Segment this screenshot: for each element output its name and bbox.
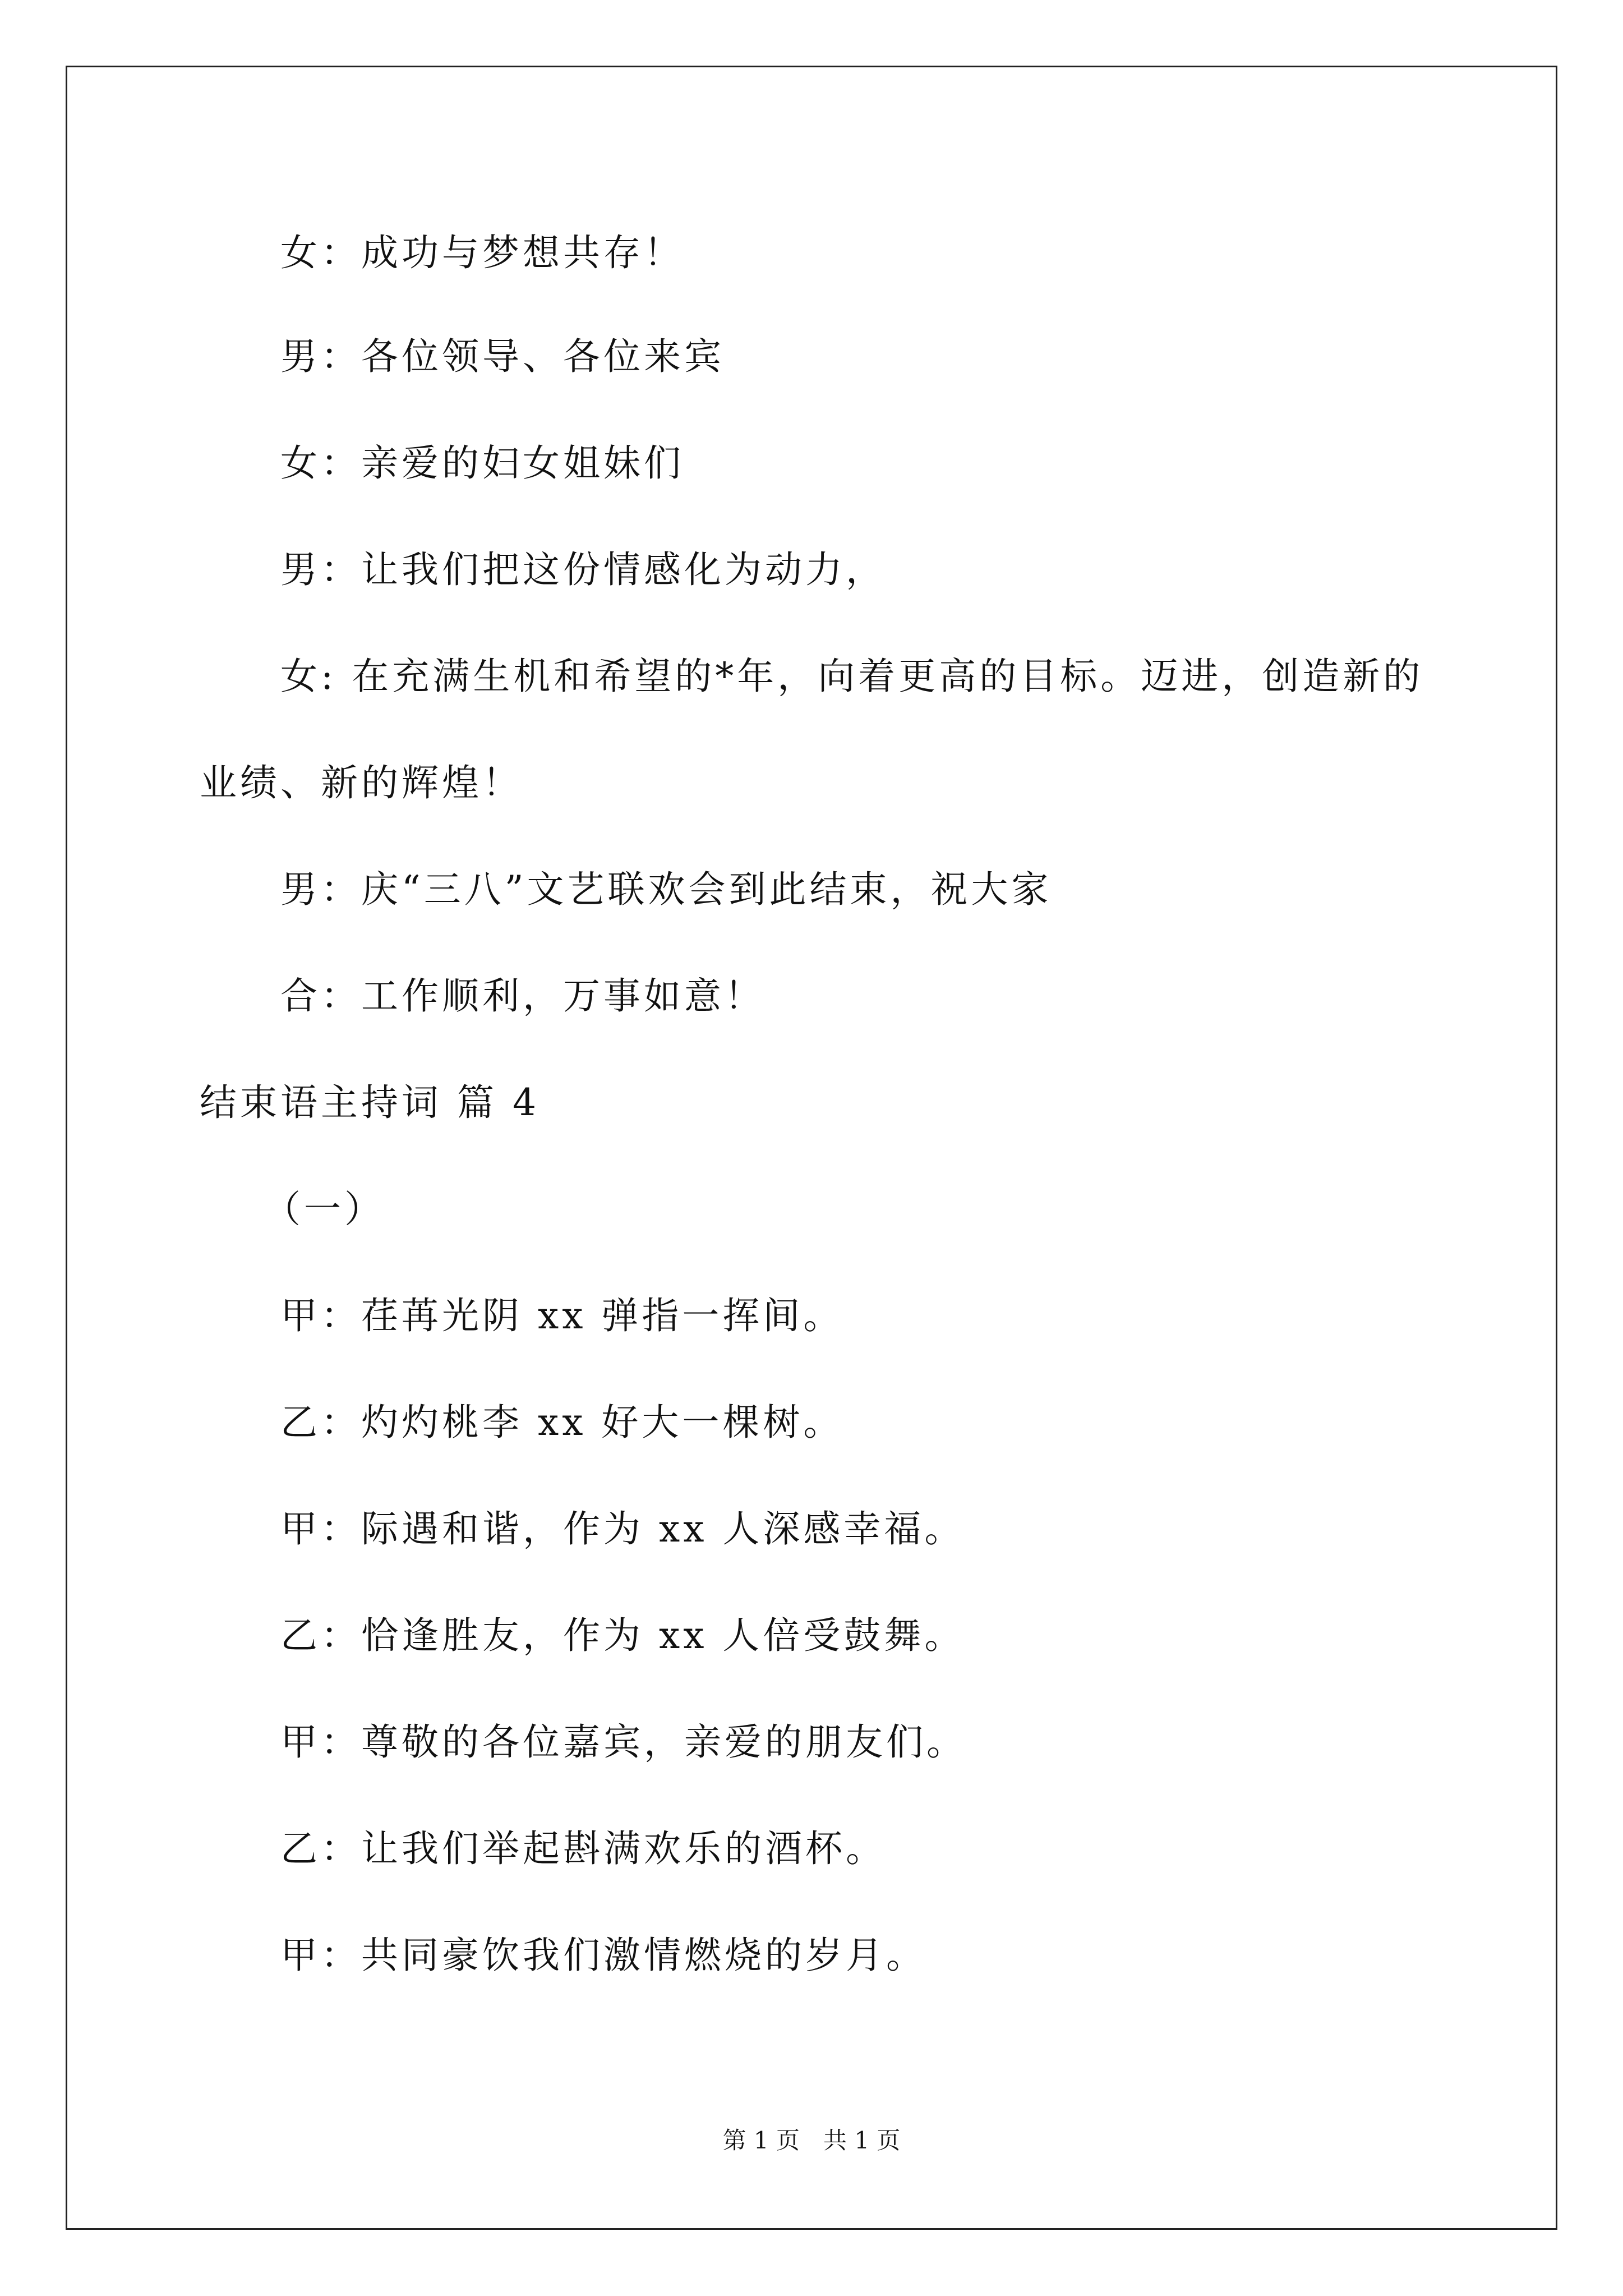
body-line: 乙：让我们举起斟满欢乐的酒杯。 (280, 1827, 886, 1870)
page-footer: 第 1 页 共 1 页 (722, 2127, 901, 2154)
body-line: 甲：荏苒光阴 xx 弹指一挥间。 (280, 1294, 844, 1337)
body-line: 女：成功与梦想共存！ (280, 231, 684, 274)
body-line: 甲：尊敬的各位嘉宾，亲爱的朋友们。 (280, 1720, 967, 1764)
body-line: 男：让我们把这份情感化为动力， (280, 548, 886, 591)
body-line: 甲：际遇和谐，作为 xx 人深感幸福。 (280, 1507, 965, 1550)
page-border (66, 66, 1557, 2230)
body-line: 乙：灼灼桃李 xx 好大一棵树。 (280, 1401, 844, 1444)
section-heading: 结束语主持词 篇 4 (200, 1081, 540, 1124)
body-line: 男：庆“三八”文艺联欢会到此结束，祝大家 (280, 868, 1052, 911)
body-line: 男：各位领导、各位来宾 (280, 335, 725, 378)
body-line: 女: 在充满生机和希望的*年，向着更高的目标。迈进，创造新的 (280, 655, 1424, 698)
section-subheading: （一） (264, 1188, 385, 1231)
body-line: 甲：共同豪饮我们激情燃烧的岁月。 (280, 1934, 926, 1977)
body-line: 合：工作顺利，万事如意！ (280, 974, 765, 1018)
body-line: 乙：恰逢胜友，作为 xx 人倍受鼓舞。 (280, 1614, 965, 1657)
body-line: 业绩、新的辉煌！ (200, 761, 523, 804)
body-line: 女：亲爱的妇女姐妹们 (280, 441, 684, 485)
